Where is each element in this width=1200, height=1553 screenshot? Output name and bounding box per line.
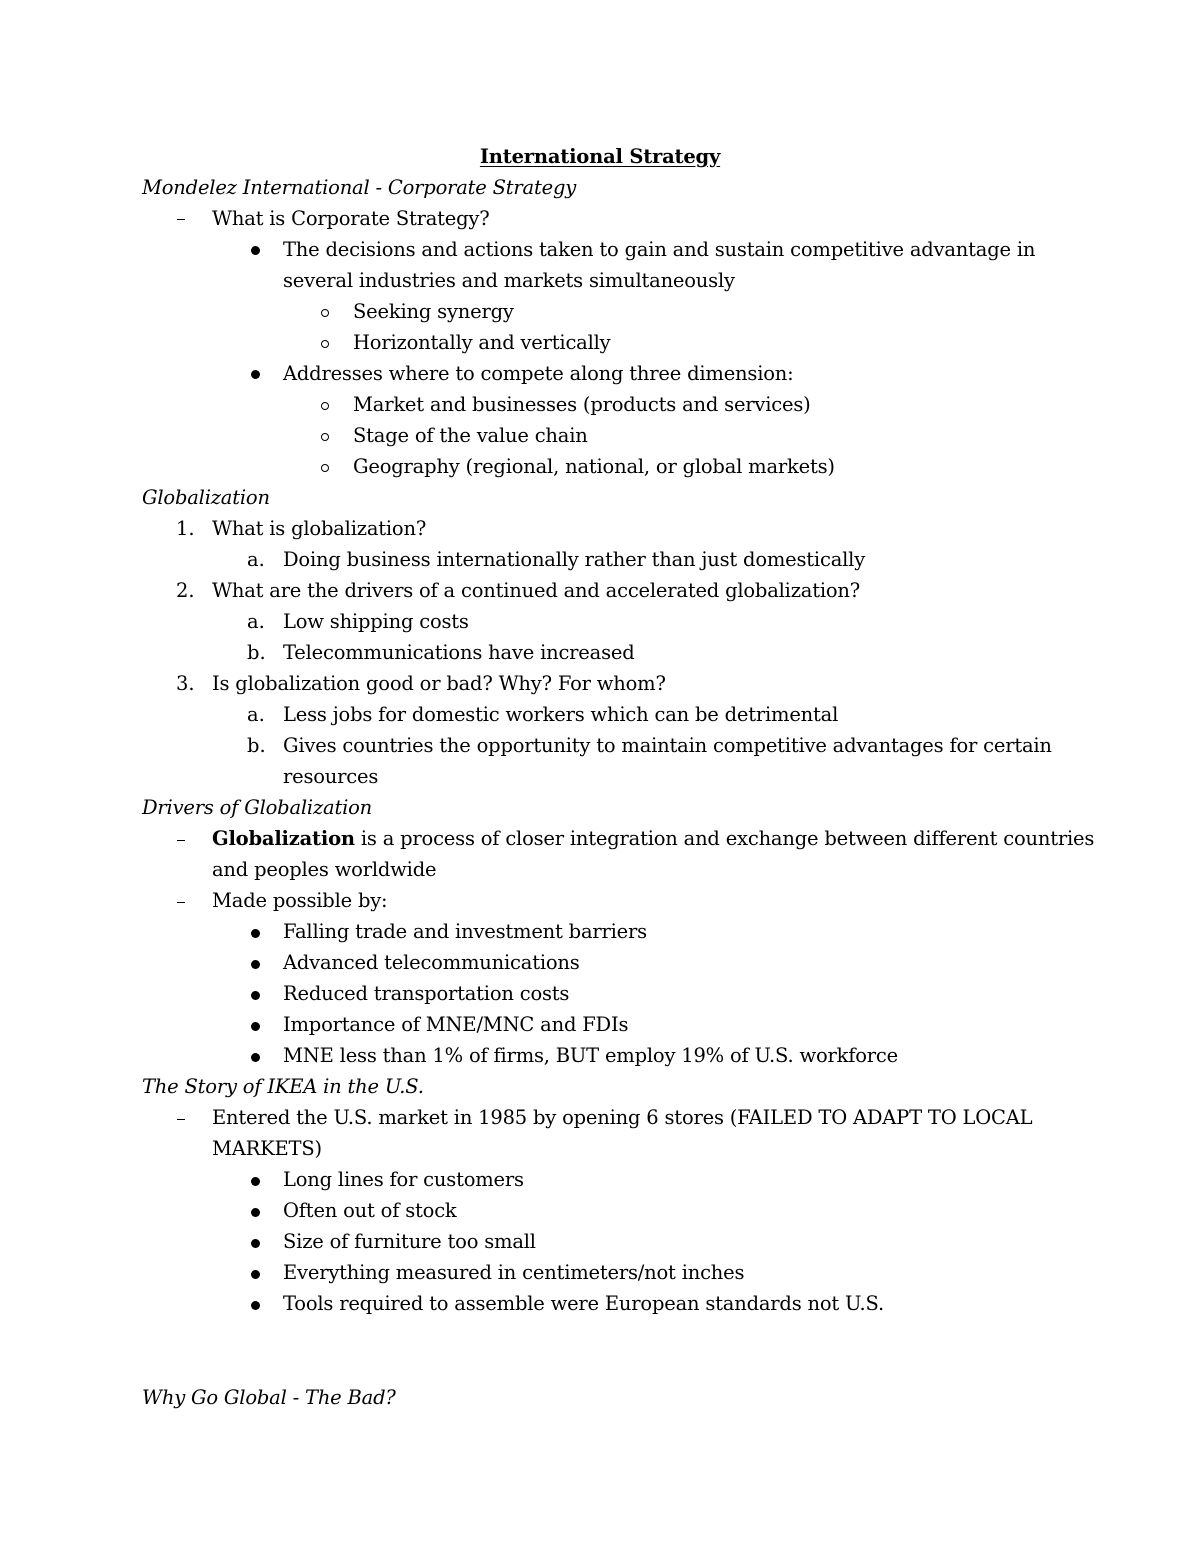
bullet-ring bbox=[321, 402, 329, 410]
bullet-dot bbox=[251, 1301, 260, 1310]
bullet-dot bbox=[251, 1053, 260, 1062]
bullet-dot bbox=[251, 1022, 260, 1031]
list-item: Seeking synergy bbox=[353, 300, 514, 323]
list-item: Less jobs for domestic workers which can be detrimental bbox=[283, 703, 839, 726]
list-item: Often out of stock bbox=[283, 1199, 457, 1222]
list-item: Tools required to assemble were European standards not U.S. bbox=[283, 1292, 884, 1315]
list-item: Made possible by: bbox=[212, 889, 388, 912]
list-item: Telecommunications have increased bbox=[283, 641, 635, 664]
bullet-dot bbox=[251, 1270, 260, 1279]
list-number: 3. bbox=[176, 672, 195, 695]
list-item bbox=[212, 823, 1094, 854]
section-heading-corporate-strategy: Mondelez International - Corporate Strategy bbox=[142, 176, 577, 199]
bold-term: Globalization bbox=[212, 827, 355, 850]
list-letter: b. bbox=[247, 641, 266, 664]
section-heading-why-go-global: Why Go Global - The Bad? bbox=[142, 1386, 396, 1409]
list-item: Is globalization good or bad? Why? For whom? bbox=[212, 672, 666, 695]
list-item: The decisions and actions taken to gain and sustain competitive advantage in bbox=[283, 238, 1036, 261]
bullet-dot bbox=[251, 246, 260, 255]
list-number: 2. bbox=[176, 579, 195, 602]
section-heading-ikea: The Story of IKEA in the U.S. bbox=[142, 1075, 424, 1098]
dash-bullet bbox=[177, 219, 185, 220]
bullet-ring bbox=[321, 340, 329, 348]
list-item: Gives countries the opportunity to maintain competitive advantages for certain bbox=[283, 734, 1052, 757]
bullet-dot bbox=[251, 960, 260, 969]
list-item: Entered the U.S. market in 1985 by opening 6 stores (FAILED TO ADAPT TO LOCAL bbox=[212, 1106, 1033, 1129]
bullet-dot bbox=[251, 1208, 260, 1217]
list-item: Advanced telecommunications bbox=[283, 951, 580, 974]
bullet-ring bbox=[321, 464, 329, 472]
dash-bullet bbox=[177, 1119, 185, 1120]
list-item: Doing business internationally rather than just domestically bbox=[283, 548, 866, 571]
list-item: Long lines for customers bbox=[283, 1168, 524, 1191]
list-item: What is globalization? bbox=[212, 517, 427, 540]
list-item-continuation: several industries and markets simultaneously bbox=[283, 269, 735, 292]
list-item: What are the drivers of a continued and accelerated globalization? bbox=[212, 579, 861, 602]
bullet-ring bbox=[321, 433, 329, 441]
dash-bullet bbox=[177, 902, 185, 903]
bullet-dot bbox=[251, 991, 260, 1000]
list-item: Reduced transportation costs bbox=[283, 982, 570, 1005]
page-title: International Strategy bbox=[479, 145, 721, 168]
list-item-text: is a process of closer integration and exchange between different countries bbox=[354, 827, 1095, 850]
list-item: What is Corporate Strategy? bbox=[212, 207, 490, 230]
bullet-dot bbox=[251, 929, 260, 938]
list-item: MNE less than 1% of firms, BUT employ 19% of U.S. workforce bbox=[283, 1044, 898, 1067]
list-item: Everything measured in centimeters/not inches bbox=[283, 1261, 745, 1284]
list-item: Falling trade and investment barriers bbox=[283, 920, 647, 943]
list-letter: a. bbox=[247, 703, 265, 726]
list-item-continuation: MARKETS) bbox=[212, 1137, 322, 1160]
section-heading-globalization: Globalization bbox=[142, 486, 270, 509]
list-item: Low shipping costs bbox=[283, 610, 469, 633]
list-letter: a. bbox=[247, 610, 265, 633]
list-item: Addresses where to compete along three dimension: bbox=[283, 362, 794, 385]
list-item-continuation: and peoples worldwide bbox=[212, 858, 437, 881]
list-letter: b. bbox=[247, 734, 266, 757]
bullet-ring bbox=[321, 309, 329, 317]
list-item: Market and businesses (products and services) bbox=[353, 393, 811, 416]
list-item: Size of furniture too small bbox=[283, 1230, 536, 1253]
list-item-continuation: resources bbox=[283, 765, 379, 788]
dash-bullet bbox=[177, 840, 185, 841]
section-heading-drivers: Drivers of Globalization bbox=[142, 796, 373, 819]
list-item: Horizontally and vertically bbox=[353, 331, 611, 354]
list-letter: a. bbox=[247, 548, 265, 571]
list-item: Geography (regional, national, or global markets) bbox=[353, 455, 835, 478]
list-item: Stage of the value chain bbox=[353, 424, 588, 447]
bullet-dot bbox=[251, 1239, 260, 1248]
list-item: Importance of MNE/MNC and FDIs bbox=[283, 1013, 629, 1036]
bullet-dot bbox=[251, 370, 260, 379]
bullet-dot bbox=[251, 1177, 260, 1186]
list-number: 1. bbox=[176, 517, 195, 540]
